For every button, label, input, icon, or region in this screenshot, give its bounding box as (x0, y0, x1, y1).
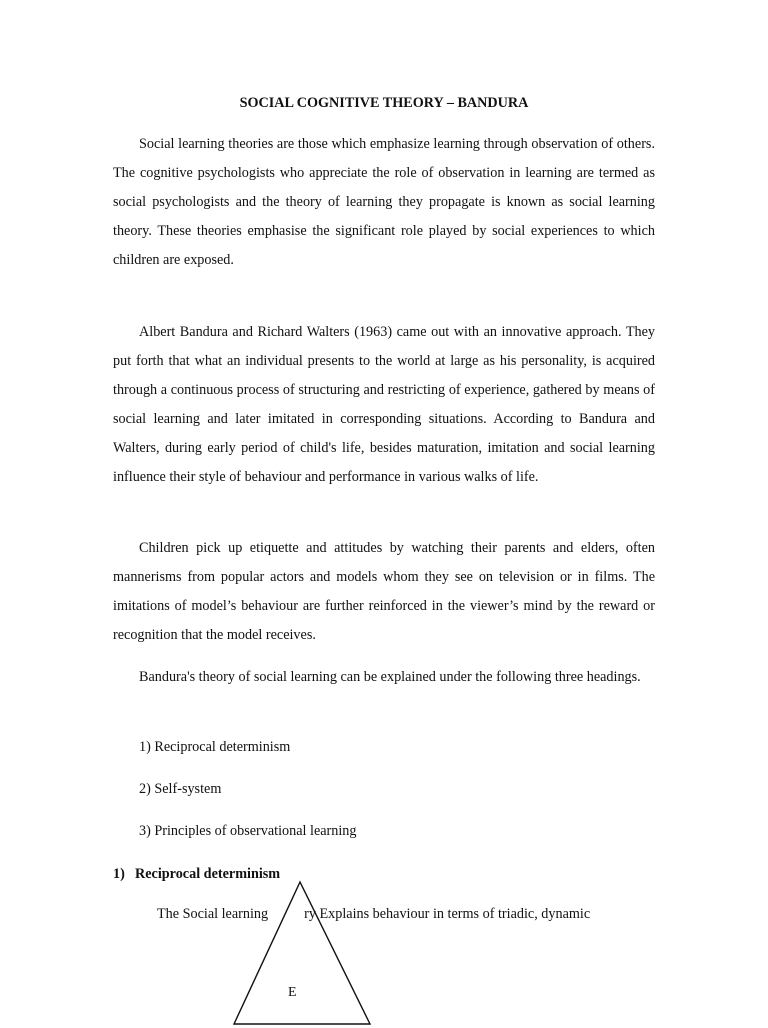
paragraph-social-learning-intro: Social learning theories are those which emphasize learning through observation of others. The cognitive psychologists who appreciate the role of observation in learning are termed as social psychologists and the theory of learning they propagate is known as social learning theory. These theories emphasise the significant role played by social experiences to which children are exposed. (113, 136, 655, 268)
lead-text-after-diagram: ry Explains behaviour in terms of triadic, dynamic (304, 906, 591, 922)
paragraph-children-imitation: Children pick up etiquette and attitudes by watching their parents and elders, often mannerisms from popular actors and models whom they see on television or in films. The imitations of model’s behaviour are further reinforced in the viewer’s mind by the reward or recognition that the model receives. (113, 540, 655, 643)
section-number: 1) (113, 866, 125, 882)
triangle-outline (234, 882, 370, 1024)
paragraph-bandura-walters: Albert Bandura and Richard Walters (1963) came out with an innovative approach. They put forth that what an individual presents to the world at large as his personality, is acquired through a continuous process of structuring and restricting of experience, gathered by means of social learning and later imitated in corresponding situations. According to Bandura and Walters, during early period of child's life, besides maturation, imitation and social learning influence their style of behaviour and performance in various walks of life. (113, 324, 655, 485)
lead-text-before-diagram: The Social learning (157, 906, 269, 922)
section-heading-text: Reciprocal determinism (135, 866, 281, 882)
paragraph-three-headings: Bandura's theory of social learning can be explained under the following three headings. (139, 669, 641, 685)
triangle-vertex-label: E (288, 985, 297, 1000)
list-item-reciprocal-determinism: 1) Reciprocal determinism (139, 739, 291, 755)
list-item-self-system: 2) Self-system (139, 781, 222, 797)
list-item-observational-learning: 3) Principles of observational learning (139, 823, 357, 839)
page-title: SOCIAL COGNITIVE THEORY – BANDURA (239, 95, 529, 111)
triadic-triangle-diagram (230, 878, 374, 1028)
